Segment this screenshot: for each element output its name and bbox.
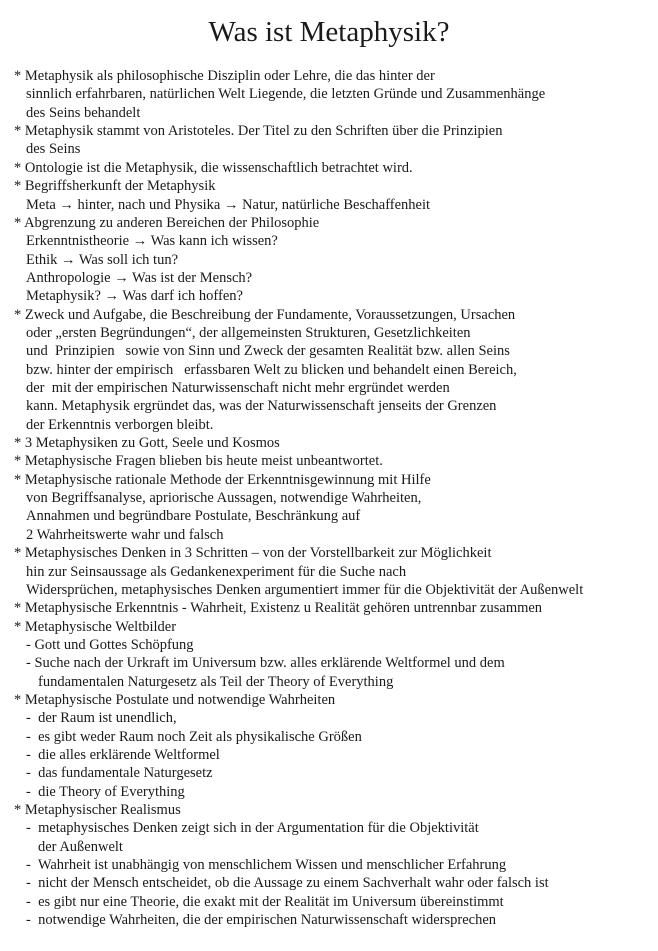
- text-line: der Erkenntnis verborgen bleibt.: [26, 416, 214, 433]
- text-line: - die alles erklärende Weltformel: [26, 747, 220, 763]
- text-line: * 3 Metaphysiken zu Gott, Seele und Kosmos: [14, 435, 280, 451]
- text-line: fundamentalen Naturgesetz als Teil der Theory of Everything: [38, 673, 394, 690]
- text-line: - nicht der Mensch entscheidet, ob die Aussage zu einem Sachverhalt wahr oder falsch ist: [26, 875, 549, 892]
- text-line: Ethik → Was soll ich tun?: [26, 251, 179, 268]
- text-line: sinnlich erfahrbaren, natürlichen Welt Liegende, die letzten Gründe und Zusammenhänge: [26, 86, 546, 103]
- text-line: Anthropologie → Was ist der Mensch?: [26, 269, 253, 286]
- text-line: - metaphysisches Denken zeigt sich in der Argumentation für die Objektivität: [26, 820, 479, 837]
- text-line: Metaphysik? → Was darf ich hoffen?: [26, 288, 243, 305]
- text-line: der Außenwelt: [38, 838, 123, 855]
- text-line: * Begriffsherkunft der Metaphysik: [14, 178, 216, 195]
- text-line: - Wahrheit ist unabhängig von menschlichem Wissen und menschlicher Erfahrung: [26, 857, 507, 874]
- text-line: oder „ersten Begründungen“, der allgemeinsten Strukturen, Gesetzlichkeiten: [26, 324, 471, 341]
- text-line: bzw. hinter der empirisch erfassbaren Welt zu blicken und behandelt einen Bereich,: [26, 361, 517, 378]
- text-line: Annahmen und begründbare Postulate, Beschränkung auf: [26, 508, 361, 525]
- text-line: * Metaphysisches Denken in 3 Schritten – von der Vorstellbarkeit zur Möglichkeit: [14, 545, 492, 562]
- text-line: * Metaphysische Postulate und notwendige Wahrheiten: [14, 691, 336, 708]
- text-line: und Prinzipien sowie von Sinn und Zweck der gesamten Realität bzw. allen Seins: [26, 343, 510, 360]
- text-line: Widersprüchen, metaphysisches Denken argumentiert immer für die Objektivität der Außenwelt: [26, 581, 584, 598]
- text-line: - notwendige Wahrheiten, die der empirischen Naturwissenschaft widersprechen: [26, 912, 497, 929]
- text-line: * Metaphysische Fragen blieben bis heute meist unbeantwortet.: [14, 453, 383, 470]
- text-line: - der Raum ist unendlich,: [26, 710, 177, 727]
- text-line: * Abgrenzung zu anderen Bereichen der Philosophie: [14, 214, 320, 231]
- text-line: * Metaphysischer Realismus: [14, 802, 181, 818]
- text-line: - es gibt nur eine Theorie, die exakt mit der Realität im Universum übereinstimmt: [26, 893, 504, 910]
- text-line: - das fundamentale Naturgesetz: [26, 765, 213, 782]
- text-line: von Begriffsanalyse, apriorische Aussagen, notwendige Wahrheiten,: [26, 490, 422, 507]
- text-line: * Metaphysik stammt von Aristoteles. Der Titel zu den Schriften über die Prinzipien: [14, 123, 503, 140]
- text-line: * Ontologie ist die Metaphysik, die wissenschaftlich betrachtet wird.: [14, 159, 413, 176]
- text-line: - die Theory of Everything: [26, 783, 185, 800]
- text-line: hin zur Seinsaussage als Gedankenexperiment für die Suche nach: [26, 563, 407, 580]
- text-line: der mit der empirischen Naturwissenschaft nicht mehr ergründet werden: [26, 380, 450, 396]
- text-line: * Metaphysische Erkenntnis - Wahrheit, Existenz u Realität gehören untrennbar zusammen: [14, 600, 543, 617]
- text-line: - Gott und Gottes Schöpfung: [26, 636, 194, 653]
- text-line: * Zweck und Aufgabe, die Beschreibung der Fundamente, Voraussetzungen, Ursachen: [14, 306, 516, 323]
- text-line: * Metaphysische Weltbilder: [14, 618, 177, 635]
- text-line: Erkenntnistheorie → Was kann ich wissen?: [26, 233, 278, 250]
- text-line: des Seins: [26, 141, 81, 158]
- text-line: kann. Metaphysik ergründet das, was der Naturwissenschaft jenseits der Grenzen: [26, 398, 497, 415]
- text-line: * Metaphysische rationale Methode der Erkenntnisgewinnung mit Hilfe: [14, 471, 431, 488]
- text-line: - Suche nach der Urkraft im Universum bzw. alles erklärende Weltformel und dem: [26, 655, 505, 672]
- text-line: 2 Wahrheitswerte wahr und falsch: [26, 526, 224, 543]
- text-line: - es gibt weder Raum noch Zeit als physikalische Größen: [26, 728, 362, 745]
- text-line: des Seins behandelt: [26, 104, 141, 121]
- text-line: Meta → hinter, nach und Physika → Natur, natürliche Beschaffenheit: [26, 196, 431, 213]
- text-line: * Metaphysik als philosophische Disziplin oder Lehre, die das hinter der: [14, 68, 435, 84]
- page-title: Was ist Metaphysik?: [208, 16, 450, 48]
